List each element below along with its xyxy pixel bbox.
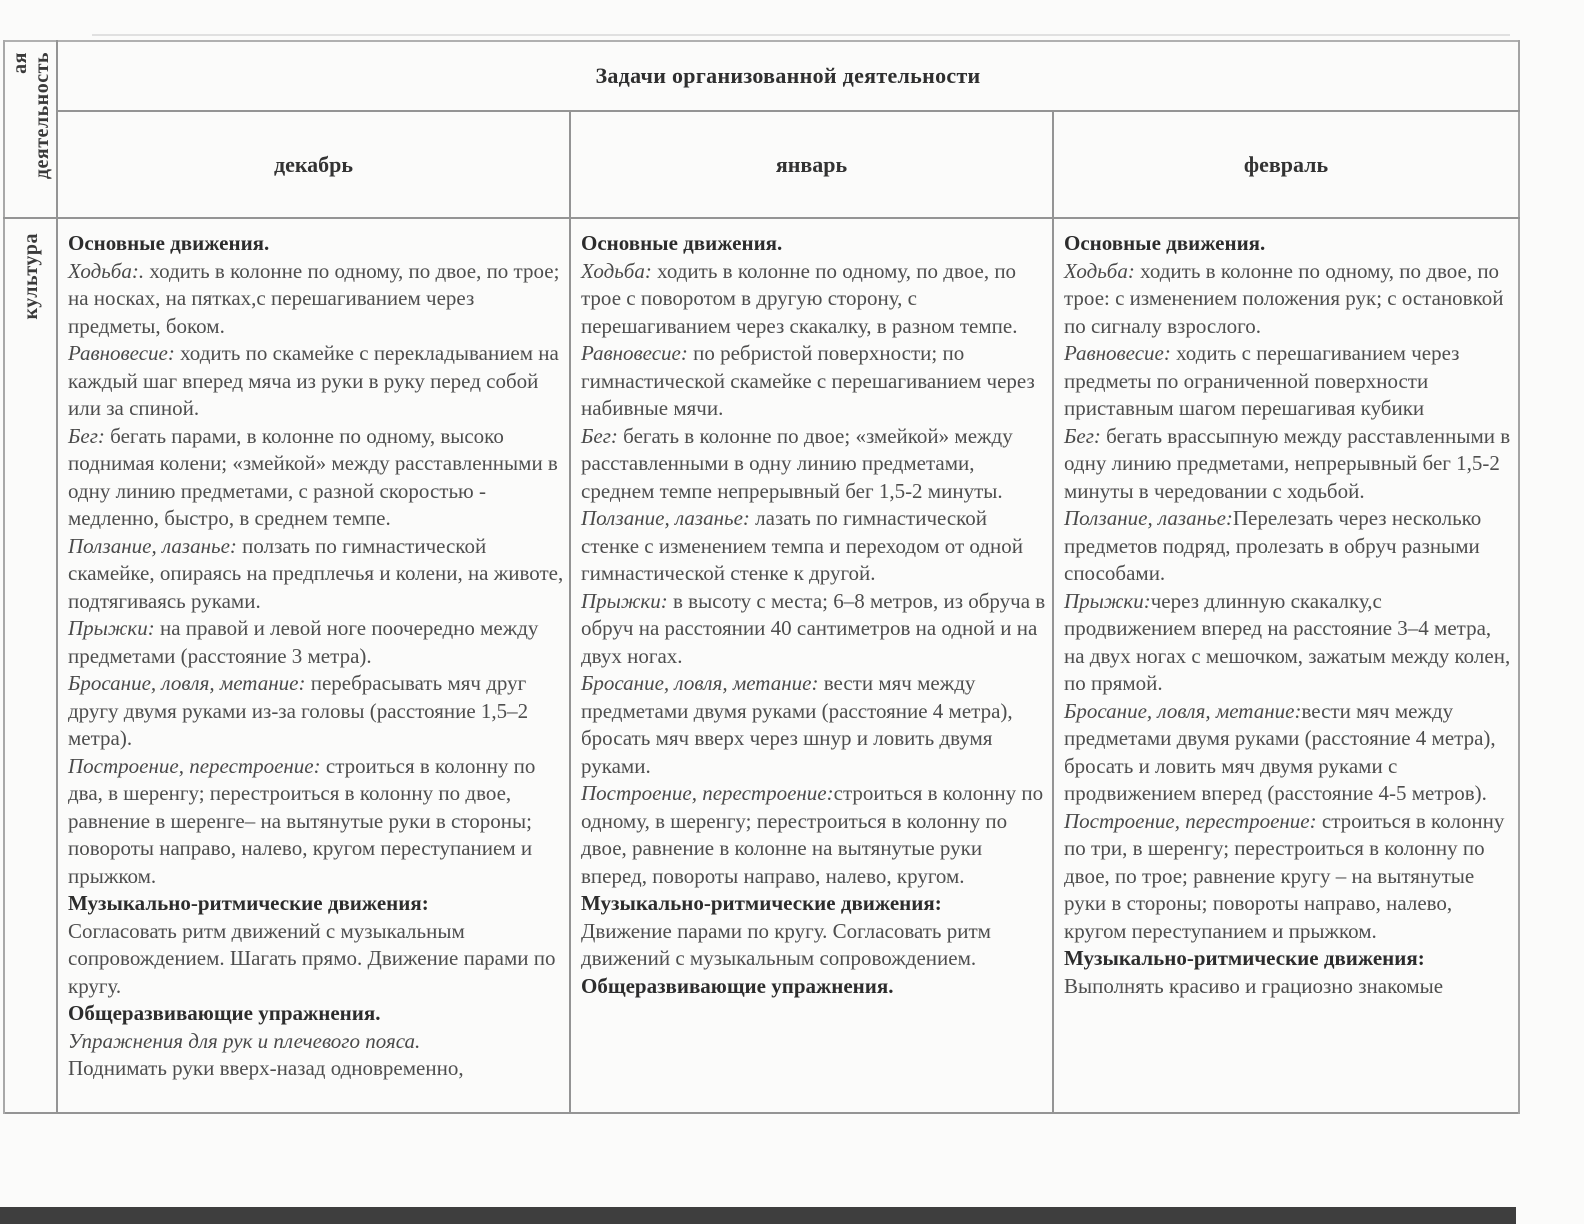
activity-text: лазать по гимнастической стенке с изменением темпа и переходом от одной гимнастической стенке к другой. [581, 506, 1023, 585]
scan-artifact-line [92, 34, 1510, 36]
activity-label: Бег: [68, 423, 105, 448]
paragraph [68, 615, 564, 670]
activity-label: Построение, перестроение: [581, 781, 834, 805]
paragraph [1064, 588, 1513, 698]
month-header-december [58, 112, 569, 217]
activity-text: строиться в колонну по два, в шеренгу; перестроиться в колонну по двое, равнение в шеренге– на вытянутые руки в стороны; повороты направо, налево, кругом переступанием и прыжком. [68, 753, 536, 888]
activity-label: Прыжки: [581, 588, 668, 613]
paragraph [581, 230, 1047, 258]
activity-text: в высоту с места; 6–8 метров, из обруча в обруч на расстоянии 40 сантиметров на одной и на двух ногах. [581, 588, 1046, 668]
activity-label: Прыжки: [68, 616, 155, 640]
activity-label: Ползание, лазанье: [581, 506, 750, 530]
paragraph [68, 890, 564, 918]
activity-label: Упражнения для рук и плечевого пояса. [68, 1028, 421, 1053]
column-content-january [571, 219, 1052, 1112]
month-label: декабрь [273, 151, 354, 177]
paragraph [68, 423, 564, 533]
activity-text: бегать в колонне по двое; «змейкой» между расставленными в одну линию предметами, среднем темпе непрерывный бег 1,5-2 минуты. [581, 423, 1013, 503]
activity-text: ходить по скамейке с перекладыванием на каждый шаг вперед мяча из руки в руку перед собой или за спиной. [68, 341, 559, 420]
activity-label: Ходьба: [581, 258, 652, 283]
month-header-january [571, 112, 1052, 217]
activity-label: Построение, перестроение: [1064, 808, 1317, 833]
activity-text: бегать врассыпную между расставленными в одну линию предметами, непрерывный бег 1,5-2 минуты в чередовании с ходьбой. [1064, 423, 1511, 503]
section-heading: Общеразвивающие упражнения. [581, 973, 894, 998]
activity-label: Равновесие: [68, 341, 175, 365]
activity-text: ползать по гимнастической скамейке, опираясь на предплечья и колени, на животе, подтягиваясь руками. [68, 533, 564, 613]
scan-artifact-bar [0, 1207, 1516, 1224]
paragraph [1064, 973, 1513, 1001]
paragraph [68, 1000, 564, 1028]
activity-label: Равновесие: [1064, 341, 1171, 365]
activity-label: Бег: [1064, 423, 1101, 448]
paragraph [68, 230, 564, 258]
paragraph [68, 258, 564, 341]
activity-label: Бросание, ловля, метание: [68, 671, 306, 695]
paragraph [581, 505, 1047, 588]
sidebar-culture-cell [5, 221, 56, 1111]
section-heading: Музыкально-ритмические движения: [581, 891, 942, 915]
activity-label: Построение, перестроение: [68, 753, 321, 778]
activity-label: Прыжки: [1064, 588, 1151, 613]
section-heading: Основные движения. [1064, 231, 1266, 255]
paragraph [68, 533, 564, 616]
activity-label: Ползание, лазанье: [68, 533, 237, 558]
paragraph [68, 1028, 564, 1056]
activity-text: Поднимать руки вверх-назад одновременно, [68, 1056, 464, 1080]
paragraph [1064, 423, 1513, 506]
paragraph [68, 340, 564, 423]
activity-text: строиться в колонну по одному, в шеренгу; перестроиться в колонну по двое, равнение в колонне на вытянутые руки вперед, повороты направо, налево, кругом. [581, 781, 1044, 888]
section-heading: Музыкально-ритмические движения: [68, 891, 429, 915]
paragraph [1064, 945, 1513, 973]
paragraph [68, 918, 564, 1001]
section-heading: Основные движения. [68, 231, 270, 255]
paragraph [1064, 505, 1513, 588]
activity-label: Ходьба:. [68, 258, 145, 283]
paragraph [1064, 340, 1513, 423]
table-border-bottom [3, 1112, 1520, 1114]
paragraph [1064, 230, 1513, 258]
section-heading: Музыкально-ритмические движения: [1064, 946, 1425, 970]
sidebar-activity-label-line1: ая [8, 52, 31, 74]
activity-label: Ползание, лазанье: [1064, 506, 1233, 530]
paragraph [581, 973, 1047, 1001]
paragraph [581, 890, 1047, 918]
sidebar-activity-label-line2: деятельность [30, 52, 53, 180]
activity-label: Бросание, ловля, метание: [1064, 698, 1302, 723]
activity-text: вести мяч между предметами двумя руками (расстояние 4 метра), бросать мяч вверх через шнур и ловить двумя руками. [581, 671, 1013, 778]
paragraph [68, 670, 564, 753]
paragraph [581, 340, 1047, 423]
month-header-february [1054, 112, 1518, 217]
activity-text: перебрасывать мяч друг другу двумя руками из-за головы (расстояние 1,5–2 метра). [68, 671, 529, 750]
table-title-cell [58, 42, 1518, 110]
paragraph [1064, 258, 1513, 341]
activity-label: Ходьба: [1064, 258, 1135, 283]
paragraph [1064, 808, 1513, 946]
activity-text: по ребристой поверхности; по гимнастической скамейке с перешагиванием через набивные мячи. [581, 341, 1035, 420]
table-title: Задачи организованной деятельности [595, 63, 981, 88]
column-content-february [1054, 219, 1518, 1112]
paragraph [581, 918, 1047, 973]
activity-text: строиться в колонну по три, в шеренгу; перестроиться в колонну по двое, по трое; равнение кругу – на вытянутые руки в стороны; повороты направо, налево, кругом переступанием и прыжком. [1064, 808, 1505, 943]
activity-label: Бег: [581, 423, 618, 448]
sidebar-activity-cell [5, 44, 56, 216]
activity-text: ходить в колонне по одному, по двое, по трое; на носках, на пятках,с перешагиванием через предметы, боком. [68, 258, 560, 338]
paragraph [581, 588, 1047, 671]
activity-text: бегать парами, в колонне по одному, высоко поднимая колени; «змейкой» между расставленными в одну линию предметами, с разной скоростью - медленно, быстро, в среднем темпе. [68, 423, 558, 530]
paragraph [581, 780, 1047, 890]
paragraph [581, 423, 1047, 506]
paragraph [581, 670, 1047, 780]
activity-text: ходить с перешагиванием через предметы по ограниченной поверхности приставным шагом перешагивая кубики [1064, 341, 1460, 420]
activity-label: Равновесие: [581, 341, 688, 365]
column-content-december [58, 219, 569, 1112]
paragraph [68, 753, 564, 891]
section-heading: Общеразвивающие упражнения. [68, 1001, 381, 1025]
activity-text: Выполнять красиво и грациозно знакомые [1064, 973, 1444, 998]
activity-text: вести мяч между предметами двумя руками (расстояние 4 метра), бросать и ловить мяч двумя руками с продвижением вперед (расстояние 4-5 метров). [1064, 698, 1496, 805]
table-border-right [1518, 40, 1520, 1114]
activity-label: Бросание, ловля, метание: [581, 671, 819, 695]
activity-text: ходить в колонне по одному, по двое, по трое с поворотом в другую сторону, с перешагиванием через скакалку, в разном темпе. [581, 258, 1018, 338]
month-label: январь [775, 151, 848, 177]
activity-text: Согласовать ритм движений с музыкальным сопровождением. Шагать прямо. Движение парами по кругу. [68, 918, 556, 998]
activity-text: через длинную скакалку,с продвижением вперед на расстояние 3–4 метра, на двух ногах с мешочком, зажатым между колен, по прямой. [1064, 588, 1511, 695]
activity-text: Перелезать через несколько предметов подряд, пролезать в обруч разными способами. [1064, 506, 1482, 585]
sidebar-culture-label: культура [19, 233, 42, 320]
section-heading: Основные движения. [581, 231, 783, 255]
activity-text: на правой и левой ноге поочередно между предметами (расстояние 3 метра). [68, 616, 539, 668]
month-label: февраль [1243, 151, 1329, 177]
activity-text: Движение парами по кругу. Согласовать ритм движений с музыкальным сопровождением. [581, 918, 991, 970]
paragraph [68, 1055, 564, 1083]
paragraph [581, 258, 1047, 341]
paragraph [1064, 698, 1513, 808]
activity-text: ходить в колонне по одному, по двое, по трое: с изменением положения рук; с остановкой по сигналу взрослого. [1064, 258, 1504, 338]
